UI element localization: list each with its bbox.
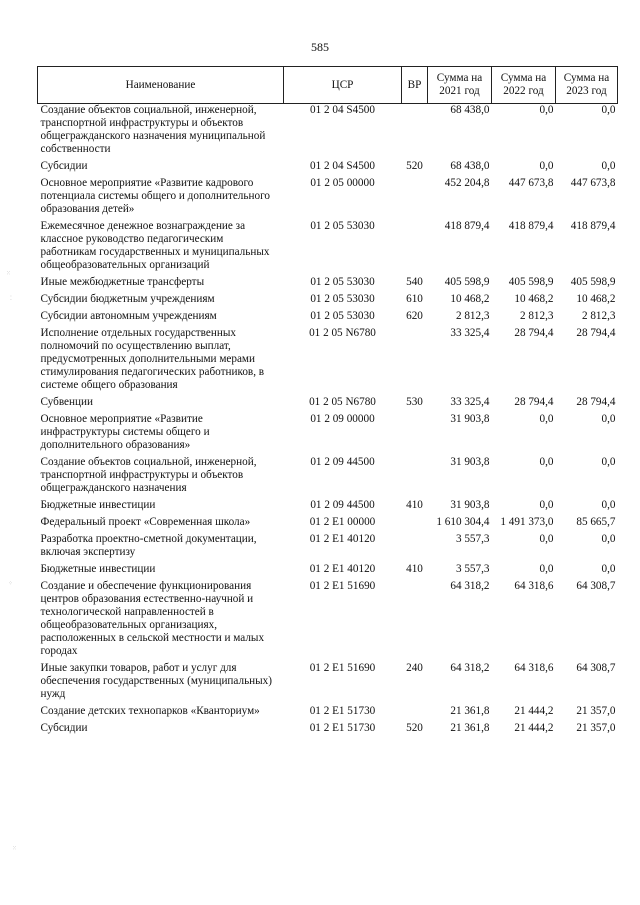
cell-sum-2021: 405 598,9 — [444, 276, 490, 288]
cell-sum-2022: 0,0 — [539, 104, 554, 116]
cell-vr — [402, 516, 428, 533]
cell-csr: 01 2 05 00000 — [310, 177, 375, 189]
cell-sum-2022: 0,0 — [539, 456, 554, 468]
cell-sum-2023: 21 357,0 — [576, 722, 616, 734]
cell-sum-2023: 2 812,3 — [581, 310, 616, 322]
cell-vr: 520 — [406, 160, 423, 172]
cell-vr — [402, 327, 428, 396]
cell-vr — [402, 705, 428, 722]
table-row — [38, 220, 618, 276]
cell-csr: 01 2 04 S4500 — [310, 104, 375, 116]
budget-table-wrapper — [37, 66, 617, 739]
cell-sum-2022: 21 444,2 — [514, 722, 554, 734]
table-row — [38, 722, 618, 739]
cell-sum-2023: 0,0 — [601, 533, 616, 545]
cell-sum-2023: 64 308,7 — [576, 580, 616, 592]
cell-csr: 01 2 E1 51730 — [309, 722, 376, 734]
cell-name: Основное мероприятие «Развитие кадрового потенциала системы общего и дополнительного образования детей» — [40, 177, 270, 215]
cell-sum-2021: 2 812,3 — [455, 310, 490, 322]
cell-name: Создание детских технопарков «Кванториум» — [40, 705, 260, 717]
cell-sum-2022: 0,0 — [539, 499, 554, 511]
cell-csr: 01 2 E1 40120 — [309, 533, 376, 545]
cell-sum-2022: 0,0 — [539, 563, 554, 575]
page-number: 585 — [311, 40, 329, 54]
cell-name: Создание объектов социальной, инженерной, транспортной инфраструктуры и объектов общегражданского назначения муниципальной собственности — [40, 104, 266, 155]
cell-vr: 610 — [406, 293, 423, 305]
cell-sum-2023: 28 794,4 — [576, 327, 616, 339]
cell-sum-2021: 418 879,4 — [444, 220, 490, 232]
cell-sum-2022: 447 673,8 — [508, 177, 554, 189]
cell-vr — [402, 104, 428, 161]
cell-vr — [402, 533, 428, 563]
table-row — [38, 533, 618, 563]
table-row — [38, 456, 618, 499]
cell-name: Субсидии — [40, 722, 88, 734]
budget-table — [37, 66, 618, 739]
table-row — [38, 160, 618, 177]
cell-vr — [402, 580, 428, 662]
cell-name: Субсидии бюджетным учреждениям — [40, 293, 215, 305]
cell-sum-2023: 0,0 — [601, 456, 616, 468]
cell-csr: 01 2 05 53030 — [310, 310, 375, 322]
cell-csr: 01 2 E1 00000 — [309, 516, 376, 528]
cell-sum-2023: 447 673,8 — [570, 177, 616, 189]
cell-sum-2023: 21 357,0 — [576, 705, 616, 717]
cell-sum-2022: 405 598,9 — [508, 276, 554, 288]
cell-name: Создание и обеспечение функционирования центров образования естественно-научной и технологической направленностей в общеобразовательных организациях, расположенных в сельской местности и малых городах — [40, 580, 265, 657]
cell-sum-2021: 3 557,3 — [455, 533, 490, 545]
table-row — [38, 516, 618, 533]
header-sum-2021: Сумма на 2021 год — [428, 67, 492, 104]
cell-vr: 540 — [406, 276, 423, 288]
table-row — [38, 662, 618, 705]
table-row — [38, 104, 618, 161]
cell-sum-2022: 2 812,3 — [519, 310, 554, 322]
cell-sum-2021: 64 318,2 — [450, 580, 490, 592]
cell-sum-2021: 31 903,8 — [450, 456, 490, 468]
cell-csr: 01 2 E1 51690 — [309, 580, 376, 592]
table-row — [38, 327, 618, 396]
cell-name: Иные закупки товаров, работ и услуг для обеспечения государственных (муниципальных) нужд — [40, 662, 272, 700]
cell-sum-2021: 31 903,8 — [450, 413, 490, 425]
cell-sum-2022: 0,0 — [539, 160, 554, 172]
cell-csr: 01 2 05 53030 — [310, 276, 375, 288]
cell-sum-2023: 0,0 — [601, 104, 616, 116]
cell-name: Бюджетные инвестиции — [40, 499, 156, 511]
cell-csr: 01 2 05 53030 — [310, 293, 375, 305]
cell-sum-2021: 1 610 304,4 — [436, 516, 490, 528]
cell-csr: 01 2 05 N6780 — [309, 327, 376, 339]
cell-sum-2023: 85 665,7 — [576, 516, 616, 528]
cell-sum-2021: 33 325,4 — [450, 327, 490, 339]
cell-sum-2022: 0,0 — [539, 533, 554, 545]
header-sum-2023: Сумма на 2023 год — [556, 67, 618, 104]
table-row — [38, 276, 618, 293]
table-row — [38, 580, 618, 662]
cell-sum-2021: 64 318,2 — [450, 662, 490, 674]
cell-sum-2023: 0,0 — [601, 499, 616, 511]
cell-name: Ежемесячное денежное вознаграждение за классное руководство педагогическим работникам государственных и муниципальных общеобразовательных организаций — [40, 220, 270, 271]
cell-vr — [402, 456, 428, 499]
cell-csr: 01 2 05 53030 — [310, 220, 375, 232]
cell-csr: 01 2 09 44500 — [310, 499, 375, 511]
table-header-row — [38, 67, 618, 104]
cell-csr: 01 2 E1 51690 — [309, 662, 376, 674]
cell-csr: 01 2 E1 51730 — [309, 705, 376, 717]
cell-vr: 520 — [406, 722, 423, 734]
cell-name: Создание объектов социальной, инженерной, транспортной инфраструктуры и объектов общегражданского назначения — [40, 456, 257, 494]
header-vr: ВР — [402, 67, 428, 104]
cell-sum-2023: 418 879,4 — [570, 220, 616, 232]
cell-sum-2022: 0,0 — [539, 413, 554, 425]
cell-name: Субсидии — [40, 160, 88, 172]
cell-name: Бюджетные инвестиции — [40, 563, 156, 575]
cell-sum-2022: 1 491 373,0 — [500, 516, 554, 528]
cell-sum-2021: 31 903,8 — [450, 499, 490, 511]
cell-sum-2021: 68 438,0 — [450, 160, 490, 172]
cell-csr: 01 2 E1 40120 — [309, 563, 376, 575]
cell-sum-2023: 0,0 — [601, 160, 616, 172]
cell-sum-2022: 418 879,4 — [508, 220, 554, 232]
cell-name: Разработка проектно-сметной документации, включая экспертизу — [40, 533, 257, 558]
cell-csr: 01 2 09 00000 — [310, 413, 375, 425]
cell-name: Основное мероприятие «Развитие инфраструктуры системы общего и дополнительного образования» — [40, 413, 210, 451]
cell-vr: 530 — [406, 396, 423, 408]
cell-sum-2023: 10 468,2 — [576, 293, 616, 305]
cell-sum-2021: 10 468,2 — [450, 293, 490, 305]
cell-sum-2023: 405 598,9 — [570, 276, 616, 288]
cell-sum-2023: 28 794,4 — [576, 396, 616, 408]
cell-name: Иные межбюджетные трансферты — [40, 276, 205, 288]
cell-sum-2023: 0,0 — [601, 563, 616, 575]
cell-sum-2021: 33 325,4 — [450, 396, 490, 408]
cell-name: Субвенции — [40, 396, 93, 408]
table-row — [38, 177, 618, 220]
cell-sum-2022: 28 794,4 — [514, 396, 554, 408]
header-sum-2022: Сумма на 2022 год — [492, 67, 556, 104]
cell-vr — [402, 177, 428, 220]
cell-sum-2021: 21 361,8 — [450, 722, 490, 734]
cell-sum-2022: 10 468,2 — [514, 293, 554, 305]
cell-sum-2021: 452 204,8 — [444, 177, 490, 189]
cell-name: Федеральный проект «Современная школа» — [40, 516, 251, 528]
cell-sum-2022: 64 318,6 — [514, 662, 554, 674]
cell-sum-2021: 21 361,8 — [450, 705, 490, 717]
cell-vr — [402, 220, 428, 276]
table-row — [38, 563, 618, 580]
table-row — [38, 310, 618, 327]
cell-name: Субсидии автономным учреждениям — [40, 310, 217, 322]
cell-sum-2021: 3 557,3 — [455, 563, 490, 575]
cell-vr — [402, 413, 428, 456]
header-name: Наименование — [38, 67, 284, 104]
cell-vr: 410 — [406, 499, 423, 511]
scan-speck: ⁙ — [6, 271, 12, 277]
cell-name: Исполнение отдельных государственных полномочий по осуществлению выплат, предусмотренных дополнительными мерами стимулирования педагогических работников, в системе общего образования — [40, 327, 265, 391]
scan-speck: ⁘ — [8, 581, 14, 587]
table-row — [38, 705, 618, 722]
cell-sum-2022: 28 794,4 — [514, 327, 554, 339]
cell-csr: 01 2 04 S4500 — [310, 160, 375, 172]
cell-sum-2023: 64 308,7 — [576, 662, 616, 674]
cell-sum-2021: 68 438,0 — [450, 104, 490, 116]
header-csr: ЦСР — [284, 67, 402, 104]
table-row — [38, 293, 618, 310]
scan-speck: ⁙ — [12, 846, 18, 852]
table-row — [38, 413, 618, 456]
cell-sum-2023: 0,0 — [601, 413, 616, 425]
table-row — [38, 499, 618, 516]
cell-csr: 01 2 05 N6780 — [309, 396, 376, 408]
cell-vr: 410 — [406, 563, 423, 575]
cell-vr: 620 — [406, 310, 423, 322]
cell-sum-2022: 21 444,2 — [514, 705, 554, 717]
scan-speck: ⁚ — [10, 296, 12, 302]
cell-csr: 01 2 09 44500 — [310, 456, 375, 468]
table-row — [38, 396, 618, 413]
cell-vr: 240 — [406, 662, 423, 674]
cell-sum-2022: 64 318,6 — [514, 580, 554, 592]
